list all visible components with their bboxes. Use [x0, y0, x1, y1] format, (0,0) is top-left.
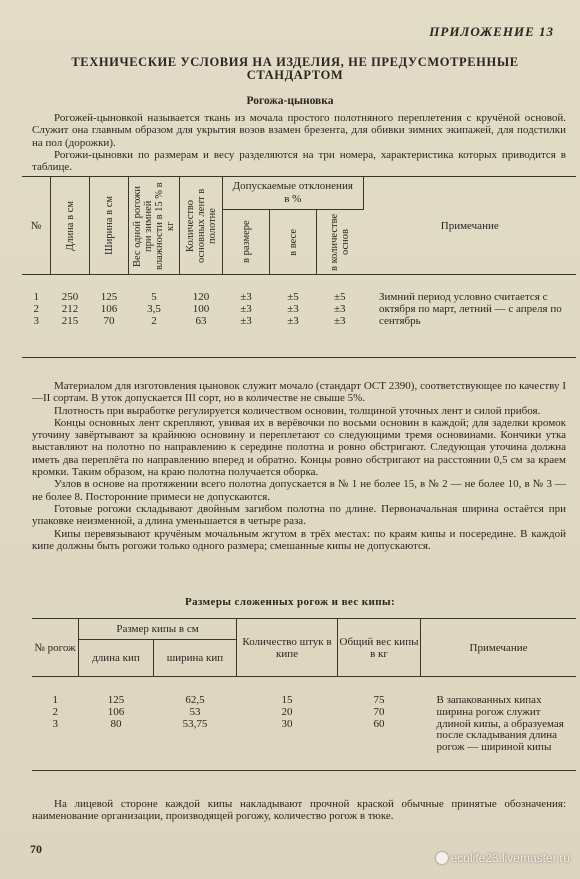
- watermark-icon: [436, 852, 448, 864]
- intro-paragraph: Рогожи-цыновки по размерам и весу разделяются на три номера, характеристика которых приводится в таблице.: [32, 148, 566, 174]
- cell-note: В запакованных кипах ширина рогож служит длиной кипы, а образуемая после складывания длина рогож — шириной кипы: [436, 694, 564, 754]
- cell-tol-weight-list: ±5 ±3 ±3: [287, 291, 299, 327]
- watermark-text: ecolife23.livemaster.ru: [450, 851, 570, 865]
- cell-length-list: 250 212 215: [61, 291, 79, 327]
- cell-num-list: 1 2 3: [33, 291, 39, 327]
- cell-weight-list: 5 3,5 2: [147, 291, 161, 327]
- cell-count-list: 15 20 30: [281, 694, 293, 730]
- body-paragraph: Концы основных лент скрепляют, увивая их в верёвочки по восьми основин в каждой; для заделки кромок уточину завёртывают за крайнюю основину и переплетают со следующими тремя основинами. Кончики утка выставляют на полотно по направлению к середине полотна и ровно обстригают. Следующая уточина должна иметь два переплёта по направлению вперед и обратно. Концы ровно обстригают на расстоянии 0,5 см за краем кромки. Таким образом, на краю полотна получается оборка.: [32, 416, 566, 479]
- col-header-weight: Вес одной рогожи при зимней влажности в 15 % в кг: [132, 181, 176, 270]
- bale-table: [32, 618, 576, 771]
- cell-tol-size-list: ±3 ±3 ±3: [240, 291, 252, 327]
- col-header-num: №: [22, 177, 51, 275]
- cell-width-list: 62,5 53 53,75: [182, 694, 208, 730]
- col-header-tol-count: в количестве основ: [329, 213, 351, 271]
- body-text: [32, 380, 566, 552]
- cell-note: Зимний период условно считается с октября по март, летний — с апреля по сентябрь: [379, 291, 562, 327]
- col-header-width: Ширина в см: [103, 196, 115, 255]
- body-paragraph: Плотность при выработке регулируется количеством основин, толщиной уточных лент и силой прибоя.: [54, 404, 541, 417]
- footer-paragraph: На лицевой стороне каждой кипы накладывают прочной краской обычные принятые обозначения: наименование организации, производящей рогожу, количество рогож в тюке.: [32, 798, 566, 823]
- col-header-note: Примечание: [421, 619, 577, 677]
- intro-text: [32, 112, 566, 173]
- col-header-count: Количество основных лент в полотне: [184, 188, 218, 263]
- cell-weight-list: 75 70 60: [373, 694, 385, 730]
- col-header-length: длина кип: [79, 640, 154, 677]
- cell-tol-count-list: ±5 ±3 ±3: [333, 291, 346, 327]
- col-header-count: Количество штук в кипе: [237, 619, 338, 677]
- page-title: ТЕХНИЧЕСКИЕ УСЛОВИЯ НА ИЗДЕЛИЯ, НЕ ПРЕДУСМОТРЕННЫЕ СТАНДАРТОМ: [71, 55, 519, 82]
- footer-text: [32, 798, 566, 823]
- col-header-tolerance: Допускаемые отклонения в %: [223, 177, 364, 210]
- col-header-weight: Общий вес кипы в кг: [338, 619, 421, 677]
- watermark: [436, 851, 570, 865]
- col-header-note: Примечание: [363, 177, 576, 275]
- table2-title: Размеры сложенных рогож и вес кипы:: [184, 596, 396, 608]
- cell-num-list: 1 2 3: [52, 694, 58, 730]
- col-header-tol-size: в размере: [240, 220, 252, 264]
- col-header-length: Длина в см: [64, 200, 76, 251]
- appendix-label: ПРИЛОЖЕНИЕ 13: [429, 24, 554, 39]
- col-header-num: № рогож: [32, 619, 79, 677]
- col-header-tol-weight: в весе: [287, 228, 299, 256]
- col-header-size: Размер кипы в см: [79, 619, 237, 640]
- specs-table: [22, 176, 576, 358]
- cell-length-list: 125 106 80: [107, 694, 125, 730]
- intro-paragraph: Рогожей-цыновкой называется ткань из мочала простого полотняного переплетения с кручёной основой. Служит она главным образом для укрытия возов взамен брезента, для обивки зимних экипажей, для подстилки на пол (дорожки).: [32, 112, 566, 149]
- cell-count-list: 120 100 63: [192, 291, 210, 327]
- section-title: Рогожа-цыновка: [246, 95, 334, 107]
- page-number: 70: [30, 842, 42, 856]
- col-header-width: ширина кип: [154, 640, 237, 677]
- body-paragraph: Кипы перевязывают кручёным мочальным жгутом в трёх местах: по краям кипы и посередине. В каждой кипе должны быть рогожи только одного размера; смешанные кипы не допускаются.: [32, 527, 566, 552]
- cell-width-list: 125 106 70: [100, 291, 118, 327]
- body-paragraph: Узлов в основе на протяжении всего полотна допускается в № 1 не более 15, в № 2 — не более 10, в № 3 — не более 8. Посторонние примеси не допускаются.: [32, 478, 566, 503]
- body-paragraph: Материалом для изготовления цыновок служит мочало (стандарт ОСТ 2390), соответствующее по качеству I—II сортам. В уток допускается III сорт, но в количестве не свыше 5%.: [32, 380, 566, 405]
- body-paragraph: Готовые рогожи складывают двойным загибом полотна по длине. Первоначальная ширина остаётся при упаковке неизменной, а длина уменьшается в четыре раза.: [32, 502, 566, 528]
